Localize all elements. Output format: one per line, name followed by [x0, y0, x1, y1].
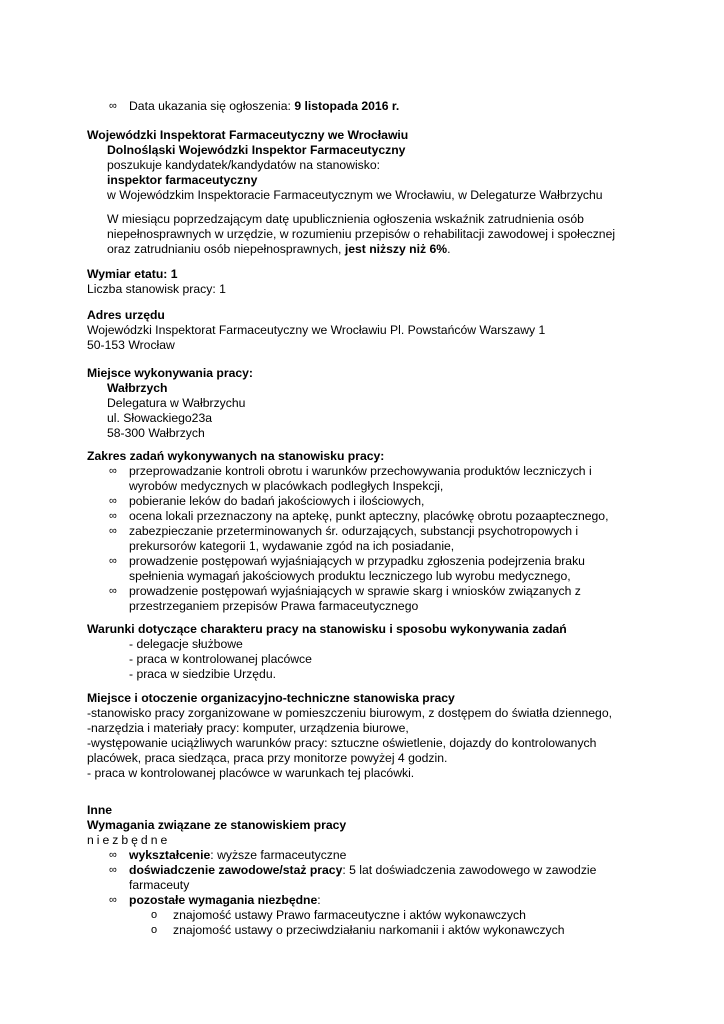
requirements-list: [87, 848, 647, 908]
sub-requirement-text: znajomość ustawy o przeciwdziałaniu narkomanii i aktów wykonawczych: [173, 923, 565, 937]
workplace-line-1: Delegatura w Wałbrzychu: [107, 396, 246, 410]
infinity-bullet-icon: ∞: [109, 894, 117, 906]
other-requirements-colon: :: [317, 893, 321, 907]
workplace-block: [87, 366, 647, 441]
requirements-subtitle: niezbędne: [87, 833, 171, 847]
experience-label: doświadczenie zawodowe/staż pracy: [129, 863, 343, 877]
list-item: [87, 923, 647, 938]
address-title: Adres urzędu: [87, 308, 165, 322]
environment-title: Miejsce i otoczenie organizacyjno-techniczne stanowiska pracy: [87, 691, 455, 705]
condition-item: - delegacje służbowe: [129, 637, 243, 651]
infinity-bullet-icon: ∞: [109, 555, 117, 567]
other-requirements-label: pozostałe wymagania niezbędne: [129, 893, 318, 907]
seeks-text: poszukuje kandydatek/kandydatów na stanowisko:: [107, 158, 381, 172]
task-text: prowadzenie postępowań wyjaśniających w sprawie skarg i wniosków związanych z: [129, 584, 581, 598]
workplace-line-2: ul. Słowackiego23a: [107, 411, 213, 425]
positions-count: Liczba stanowisk pracy: 1: [87, 282, 226, 296]
environment-line: -występowanie uciążliwych warunków pracy: sztuczne oświetlenie, dojazdy do kontrolowanych: [87, 736, 597, 750]
environment-line: -stanowisko pracy zorganizowane w pomieszczeniu biurowym, z dostępem do światła dziennego,: [87, 706, 612, 720]
environment-line: placówek, praca siedząca, praca przy monitorze powyżej 4 godzin.: [87, 751, 448, 765]
address-line-2: 50-153 Wrocław: [87, 338, 175, 352]
inspector-name: Dolnośląski Wojewódzki Inspektor Farmaceutyczny: [107, 143, 406, 157]
task-text: przestrzeganiem przepisów Prawa farmaceutycznego: [129, 599, 419, 613]
list-item: [87, 524, 647, 554]
employment-line-1: W miesiącu poprzedzającym datę upublicznienia ogłoszenia wskaźnik zatrudnienia osób: [107, 212, 584, 226]
notice-date-line: [87, 99, 647, 114]
infinity-bullet-icon: ∞: [109, 495, 117, 507]
task-text: prekursorów kategorii 1, wydawanie zgód na ich posiadanie,: [129, 539, 455, 553]
list-item: [87, 848, 647, 863]
org-name: Wojewódzki Inspektorat Farmaceutyczny we Wrocławiu: [87, 128, 409, 142]
address-line-1: Wojewódzki Inspektorat Farmaceutyczny we Wrocławiu Pl. Powstańców Warszawy 1: [87, 323, 546, 337]
tasks-block: [87, 449, 647, 614]
other-title: Inne: [87, 803, 113, 817]
list-item: [87, 554, 647, 584]
condition-item: - praca w siedzibie Urzędu.: [129, 667, 276, 681]
infinity-bullet-icon: ∞: [109, 585, 117, 597]
conditions-block: [87, 622, 647, 682]
list-item: [87, 908, 647, 923]
notice-label: Data ukazania się ogłoszenia:: [129, 99, 295, 113]
list-item: [87, 464, 647, 494]
employment-rate: jest niższy niż 6%: [344, 242, 448, 256]
list-item: [87, 494, 647, 509]
task-text: prowadzenie postępowań wyjaśniających w przypadku zgłoszenia podejrzenia braku: [129, 554, 585, 568]
education-value: : wyższe farmaceutyczne: [210, 848, 347, 862]
employment-suffix: .: [447, 242, 451, 256]
workplace-title: Miejsce wykonywania pracy:: [87, 366, 253, 380]
list-item: [87, 893, 647, 908]
experience-cont: farmaceuty: [129, 878, 190, 892]
environment-block: [87, 691, 667, 781]
tasks-list: [87, 464, 647, 614]
list-item: [87, 509, 647, 524]
etat-title: Wymiar etatu: 1: [87, 267, 178, 281]
experience-value: : 5 lat doświadczenia zawodowego w zawodzie: [342, 863, 597, 877]
sub-requirement-text: znajomość ustawy Prawo farmaceutyczne i aktów wykonawczych: [173, 908, 526, 922]
header-block: [87, 128, 647, 203]
position-location: w Wojewódzkim Inspektoracie Farmaceutycznym we Wrocławiu, w Delegaturze Wałbrzychu: [107, 188, 603, 202]
workplace-line-3: 58-300 Wałbrzych: [107, 426, 205, 440]
infinity-bullet-icon: ∞: [109, 100, 117, 112]
notice-date: 9 listopada 2016 r.: [294, 99, 400, 113]
education-label: wykształcenie: [129, 848, 211, 862]
list-item: [87, 99, 647, 114]
workplace-city: Wałbrzych: [107, 381, 168, 395]
task-text: wyrobów medycznych w placówkach podległych Inspekcji,: [129, 479, 444, 493]
task-text: spełnienia wymagań jakościowych produktu leczniczego lub wyrobu medycznego,: [129, 569, 571, 583]
etat-block: [87, 267, 647, 297]
circle-bullet-icon: o: [151, 924, 158, 936]
tasks-title: Zakres zadań wykonywanych na stanowisku pracy:: [87, 449, 385, 463]
list-item: [87, 863, 647, 893]
infinity-bullet-icon: ∞: [109, 465, 117, 477]
infinity-bullet-icon: ∞: [109, 525, 117, 537]
employment-prefix: oraz zatrudnianiu osób niepełnosprawnych,: [107, 242, 345, 256]
sub-requirements-list: [87, 908, 647, 938]
task-text: zabezpieczanie przeterminowanych śr. odurzających, substancji psychotropowych i: [129, 524, 579, 538]
address-block: [87, 308, 647, 353]
condition-item: - praca w kontrolowanej placówce: [129, 652, 312, 666]
employment-line-2: niepełnosprawnych w urzędzie, w rozumieniu przepisów o rehabilitacji zawodowej i społecznej: [107, 227, 616, 241]
conditions-title: Warunki dotyczące charakteru pracy na stanowisku i sposobu wykonywania zadań: [87, 622, 567, 636]
task-text: pobieranie leków do badań jakościowych i ilościowych,: [129, 494, 425, 508]
circle-bullet-icon: o: [151, 909, 158, 921]
infinity-bullet-icon: ∞: [109, 510, 117, 522]
environment-line: - praca w kontrolowanej placówce w warunkach tej placówki.: [87, 766, 415, 780]
requirements-block: [87, 803, 647, 938]
infinity-bullet-icon: ∞: [109, 864, 117, 876]
requirements-title: Wymagania związane ze stanowiskiem pracy: [87, 818, 347, 832]
employment-indicator: [87, 212, 647, 257]
task-text: ocena lokali przeznaczony na aptekę, punkt apteczny, placówkę obrotu pozaaptecznego,: [129, 509, 609, 523]
list-item: [87, 584, 647, 614]
position-title: inspektor farmaceutyczny: [107, 173, 258, 187]
task-text: przeprowadzanie kontroli obrotu i warunków przechowywania produktów leczniczych i: [129, 464, 592, 478]
infinity-bullet-icon: ∞: [109, 849, 117, 861]
environment-line: -narzędzia i materiały pracy: komputer, urządzenia biurowe,: [87, 721, 409, 735]
employment-line-3: [87, 242, 647, 257]
